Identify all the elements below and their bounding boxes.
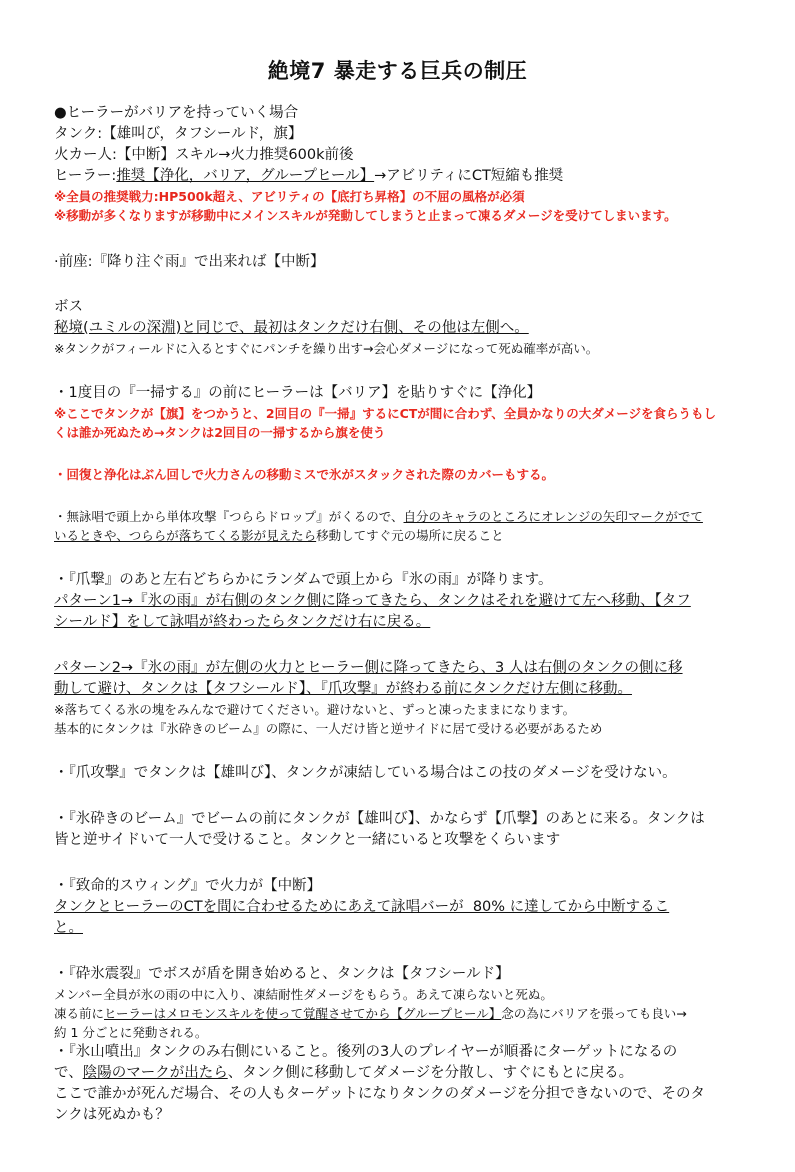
quake-note-2c: 念の為にバリアを張っても良い→	[501, 1006, 687, 1021]
pattern2-line-2: 動して避け、タンクは【タフシールド】、『爪攻撃』が終わる前にタンクだけ左側に移動。	[54, 681, 632, 697]
quake-note-3: 約 1 分ごとに発動される。	[54, 1025, 208, 1040]
recovery-note: ・回復と浄化はぶん回しで火力さんの移動ミスで氷がスタックされた際のカバーもする。	[54, 467, 555, 482]
boss-positioning: 秘境(ユミルの深淵)と同じで、最初はタンクだけ右側、その他は左側へ。	[54, 320, 529, 336]
quake-note-2a: 凍る前に	[54, 1006, 105, 1021]
pattern1-line-1: パターン1→『氷の雨』が右側のタンク側に降ってきたら、タンクはそれを避けて左へ移動、【タフ	[54, 593, 691, 609]
swing-line-1: タンクとヒーラーのCTを間に合わせるためにあえて詠唱バーが 80% に達してから中断するこ	[54, 899, 670, 915]
movement-warning: ※移動が多くなりますが移動中にメインスキルが発動してしまうと止まって凍るダメージを受けてしまいます。	[54, 208, 677, 223]
icicle-line-1	[54, 507, 744, 526]
quake-note-1: メンバー全員が氷の雨の中に入り、凍結耐性ダメージをもらう。あえて凍らないと死ぬ。	[54, 987, 553, 1002]
swing-line-2: と。	[54, 920, 83, 936]
first-sweep-warning-1: ※ここでタンクが【旗】をつかうと、2回目の『一掃』するにCTが間に合わず、全員かなりの大ダメージを食らうもし	[54, 406, 717, 421]
healer-loadout	[54, 166, 744, 187]
quake-note-2	[54, 1004, 744, 1023]
icicle-text-2: 移動してすぐ元の場所に戻ること	[316, 528, 504, 543]
icicle-line-2	[54, 526, 744, 545]
pattern2-line-1: パターン2→『氷の雨』が左側の火力とヒーラー側に降ってきたら、3 人は右側のタンクの側に移	[54, 660, 683, 676]
first-sweep-warning-2: くは誰か死ぬため→タンクは2回目の一掃するから旗を使う	[54, 425, 386, 440]
eruption-underlined: 陰陽のマークが出たら	[82, 1065, 228, 1081]
dps-loadout: 火カー人:【中断】スキル→火力推奨600k前後	[54, 147, 354, 163]
claw-note-2: 基本的にタンクは『氷砕きのビーム』の際に、一人だけ皆と逆サイドに居て受ける必要があるため	[54, 721, 603, 736]
page-title: 絶境7 暴走する巨兵の制圧	[267, 59, 528, 83]
healer-label: ヒーラー:	[54, 168, 117, 184]
document-body	[54, 103, 744, 1126]
section-heading: ●ヒーラーがバリアを持っていく場合	[54, 105, 299, 121]
eruption-line-4: ンクは死ぬかも？	[54, 1107, 170, 1123]
boss-label: ボス	[54, 299, 83, 315]
eruption-text-2: 、タンク側に移動してダメージを分散し、すぐにもとに戻る。	[227, 1065, 634, 1081]
healer-ability-note: →アビリティにCT短縮も推奨	[374, 168, 564, 184]
quake-heading: ・『砕氷震裂』でボスが盾を開き始めると、タンクは【タフシールド】	[54, 966, 510, 982]
eruption-line-1: ・『氷山噴出』タンクのみ右側にいること。後列の3人のプレイヤーが順番にターゲットになるの	[54, 1044, 678, 1060]
tank-loadout: タンク:【雄叫び，タフシールド，旗】	[54, 126, 303, 142]
eruption-text-1: で、	[54, 1065, 83, 1081]
icicle-text: ・無詠唱で頭上から単体攻撃『つららドロップ』がくるので、	[54, 509, 404, 524]
beam-line-2: 皆と逆サイドいて一人で受けること。タンクと一緒にいると攻撃をくらいます	[54, 832, 561, 848]
beam-line-1: ・『氷砕きのビーム』でビームの前にタンクが【雄叫び】、かならず【爪撃】のあとに来る。タンクは	[54, 811, 705, 827]
swing-heading: ・『致命的スウィング』で火力が【中断】	[54, 878, 322, 894]
boss-note: ※タンクがフィールドに入るとすぐにパンチを繰り出す→会心ダメージになって死ぬ確率が高い。	[54, 341, 599, 356]
eruption-line-2	[54, 1063, 744, 1084]
claw-note-1: ※落ちてくる氷の塊をみんなで避けてください。避けないと、ずっと凍ったままになります。	[54, 702, 576, 717]
icicle-underlined-1: 自分のキャラのところにオレンジの矢印マークがでて	[403, 509, 703, 524]
first-sweep-instruction: ・1度目の『一掃する』の前にヒーラーは【バリア】を貼りすぐに【浄化】	[54, 385, 542, 401]
power-note: ※全員の推奨戦力:HP500k超え、アビリティの【底打ち昇格】の不屈の風格が必須	[54, 189, 525, 204]
claw-heading: ・『爪撃』のあと左右どちらかにランダムで頭上から『氷の雨』が降ります。	[54, 572, 553, 588]
healer-recommended: 推奨【浄化，バリア，グループヒール】	[116, 168, 375, 184]
claw-attack-instruction: ・『爪攻撃』でタンクは【雄叫び】、タンクが凍結している場合はこの技のダメージを受けない。	[54, 765, 677, 781]
prep-phase: ·前座:『降り注ぐ雨』で出来れば【中断】	[54, 254, 325, 270]
pattern1-line-2: シールド】をして詠唱が終わったらタンクだけ右に戻る。	[54, 614, 431, 630]
quake-note-2b: ヒーラーはメロモンスキルを使って覚醒させてから【グループヒール】	[104, 1006, 502, 1021]
eruption-line-3: ここで誰かが死んだ場合、その人もターゲットになりタンクのダメージを分担できないので、そのタ	[54, 1086, 706, 1102]
icicle-underlined-2: いるときや、つららが落ちてくる影が見えたら	[54, 528, 317, 543]
